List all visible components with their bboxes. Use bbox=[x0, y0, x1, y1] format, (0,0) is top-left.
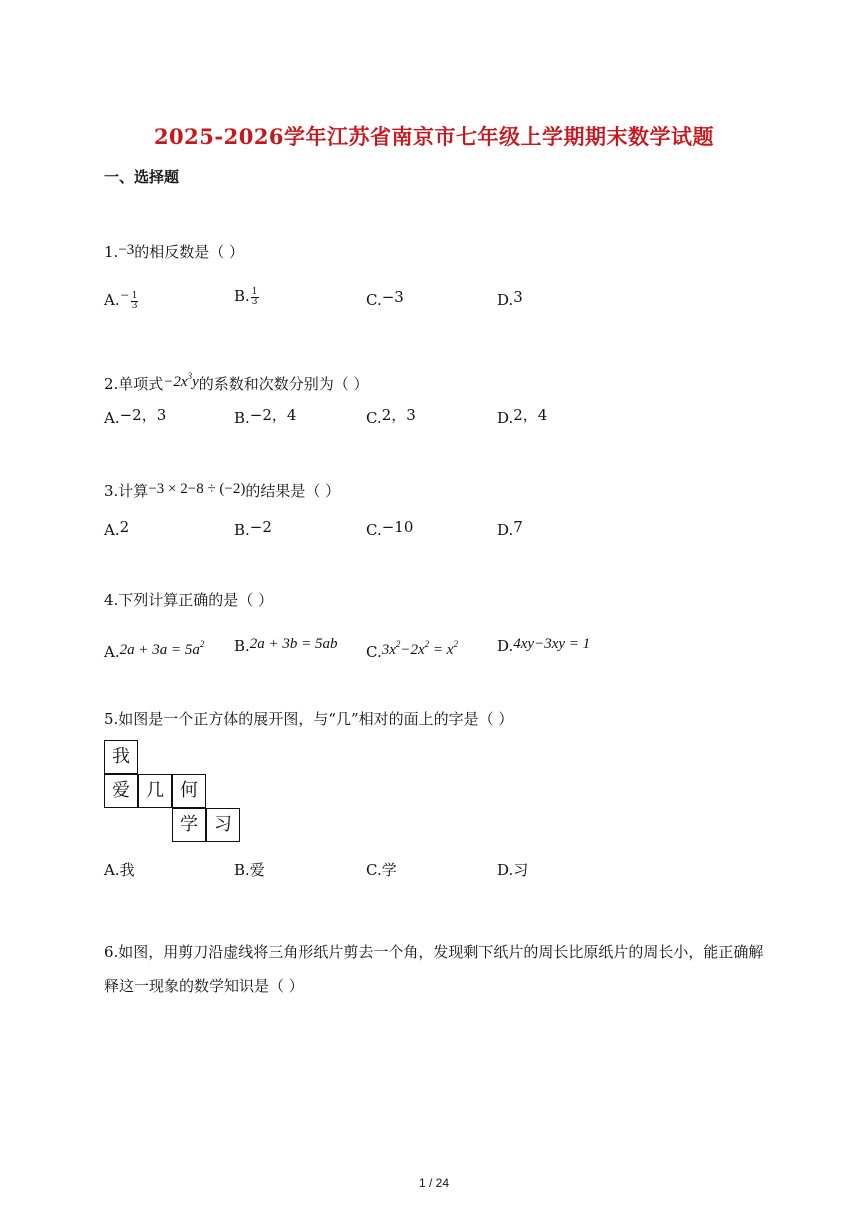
q4-option-c-expr bbox=[381, 639, 458, 658]
q1-option-a-fraction bbox=[131, 292, 139, 311]
q5-option-c-label: C. bbox=[366, 861, 382, 879]
question-6: 6.如图，用剪刀沿虚线将三角形纸片剪去一个角，发现剩下纸片的周长比原纸片的周长小，能正确解释这一现象的数学知识是（ ） bbox=[104, 943, 764, 995]
q1-option-c-value: −3 bbox=[381, 288, 404, 306]
q1-option-d-label: D. bbox=[497, 291, 514, 309]
q3-expr: −3 × 2−8 ÷ (−2) bbox=[148, 481, 246, 497]
net-cell-xi: 习 bbox=[206, 808, 240, 842]
fraction-numerator: 1 bbox=[131, 290, 138, 301]
q1-number: 1. bbox=[104, 243, 119, 261]
net-cell-ji: 几 bbox=[138, 774, 172, 808]
q1-option-d-value: 3 bbox=[513, 288, 523, 306]
fraction-denominator: 3 bbox=[251, 296, 258, 307]
q4-option-c-sup3: 2 bbox=[453, 639, 458, 649]
page-title: 2025-2026学年江苏省南京市七年级上学期期末数学试题 bbox=[153, 124, 715, 149]
q2-option-a-label: A. bbox=[104, 409, 120, 427]
q2-expr-sup: 3 bbox=[187, 371, 193, 381]
page-number: 1 / 24 bbox=[418, 1176, 450, 1190]
q4-option-a-expr bbox=[119, 639, 205, 658]
q3-option-b-value: −2 bbox=[249, 518, 272, 536]
q3-option-c bbox=[366, 517, 413, 540]
q4-option-c-sup2: 2 bbox=[424, 639, 430, 649]
net-cell-wo: 我 bbox=[104, 740, 138, 774]
q2-expr-a: −2x bbox=[163, 374, 188, 390]
q4-option-a-expr-a: 2a + 3a = 5a bbox=[119, 642, 200, 658]
q5-option-a-label: A. bbox=[104, 861, 120, 879]
q5-option-b-label: B. bbox=[234, 861, 250, 879]
q2-option-b bbox=[234, 405, 296, 428]
q4-option-d-label: D. bbox=[497, 637, 514, 655]
q3-option-d-value: 7 bbox=[513, 518, 523, 536]
section-heading-choice: 一、选择题 bbox=[104, 168, 180, 186]
q3-number: 3.计算 bbox=[104, 482, 149, 500]
q1-text: 的相反数是（ ） bbox=[134, 243, 245, 261]
q4-option-a-sup: 2 bbox=[199, 639, 205, 649]
q5-option-c bbox=[366, 860, 397, 880]
q4-option-c-expr-c: = x bbox=[429, 642, 454, 658]
q3-option-a-label: A. bbox=[104, 521, 120, 539]
q5-option-d-label: D. bbox=[497, 861, 514, 879]
q4-option-b-expr: 2a + 3b = 5ab bbox=[249, 636, 338, 652]
question-2 bbox=[104, 366, 369, 394]
q3-option-b-label: B. bbox=[234, 521, 250, 539]
q3-option-c-label: C. bbox=[366, 521, 382, 539]
q1-option-c bbox=[366, 287, 404, 310]
q4-option-b bbox=[234, 634, 338, 656]
net-cell-he: 何 bbox=[172, 774, 206, 808]
q5-option-a bbox=[104, 860, 135, 880]
q5-option-a-value: 我 bbox=[119, 861, 135, 879]
q4-option-b-label: B. bbox=[234, 637, 250, 655]
q1-option-a bbox=[104, 286, 138, 311]
q1-option-d bbox=[497, 287, 523, 310]
q2-option-c-value: 2，3 bbox=[381, 406, 416, 424]
q5-option-c-value: 学 bbox=[381, 861, 397, 879]
q2-option-a-value: −2，3 bbox=[119, 406, 167, 424]
q2-option-c-label: C. bbox=[366, 409, 382, 427]
question-3 bbox=[104, 479, 340, 501]
q4-option-c-expr-b: −2x bbox=[400, 642, 425, 658]
q1-option-c-label: C. bbox=[366, 291, 382, 309]
fraction-denominator: 3 bbox=[131, 300, 138, 311]
q1-option-b-fraction bbox=[251, 288, 259, 307]
q2-option-b-value: −2，4 bbox=[249, 406, 297, 424]
q1-option-a-sign: − bbox=[119, 288, 130, 304]
q3-option-b bbox=[234, 517, 272, 540]
q2-option-a bbox=[104, 405, 166, 428]
q2-option-d bbox=[497, 405, 547, 428]
q3-option-d bbox=[497, 517, 523, 540]
q3-option-c-value: −10 bbox=[381, 518, 414, 536]
q5-option-d-value: 习 bbox=[513, 861, 529, 879]
q2-option-c bbox=[366, 405, 416, 428]
q3-option-a bbox=[104, 517, 129, 540]
q2-number: 2.单项式 bbox=[104, 375, 164, 393]
q2-option-d-label: D. bbox=[497, 409, 514, 427]
q1-option-b-label: B. bbox=[234, 287, 250, 305]
q2-text: 的系数和次数分别为（ ） bbox=[198, 375, 369, 393]
q2-expr bbox=[163, 371, 199, 390]
q2-expr-b: y bbox=[192, 374, 199, 390]
net-cell-ai: 爱 bbox=[104, 774, 138, 808]
fraction-numerator: 1 bbox=[251, 286, 258, 297]
q3-option-d-label: D. bbox=[497, 521, 514, 539]
q5-option-b-value: 爱 bbox=[249, 861, 265, 879]
q4-option-d bbox=[497, 634, 590, 656]
question-5: 5.如图是一个正方体的展开图，与“几”相对的面上的字是（ ） bbox=[104, 710, 514, 728]
q4-option-a-label: A. bbox=[104, 643, 120, 661]
cube-net-figure bbox=[104, 740, 244, 846]
q2-option-b-label: B. bbox=[234, 409, 250, 427]
question-1 bbox=[104, 240, 244, 262]
q5-option-d bbox=[497, 860, 528, 880]
q3-text: 的结果是（ ） bbox=[245, 482, 341, 500]
q4-option-d-expr: 4xy−3xy = 1 bbox=[513, 636, 591, 652]
q4-option-c-expr-a: 3x bbox=[381, 642, 396, 658]
net-cell-xue: 学 bbox=[172, 808, 206, 842]
q5-option-b bbox=[234, 860, 265, 880]
question-4: 4.下列计算正确的是（ ） bbox=[104, 591, 274, 609]
q3-option-a-value: 2 bbox=[119, 518, 130, 536]
q4-option-c-sup: 2 bbox=[395, 639, 401, 649]
q2-option-d-value: 2，4 bbox=[513, 406, 548, 424]
q1-option-a-label: A. bbox=[104, 291, 120, 309]
q4-option-c bbox=[366, 634, 458, 662]
q1-expr: −3 bbox=[118, 242, 135, 258]
q4-option-c-label: C. bbox=[366, 643, 382, 661]
q4-option-a bbox=[104, 634, 204, 662]
q1-option-b bbox=[234, 286, 259, 307]
